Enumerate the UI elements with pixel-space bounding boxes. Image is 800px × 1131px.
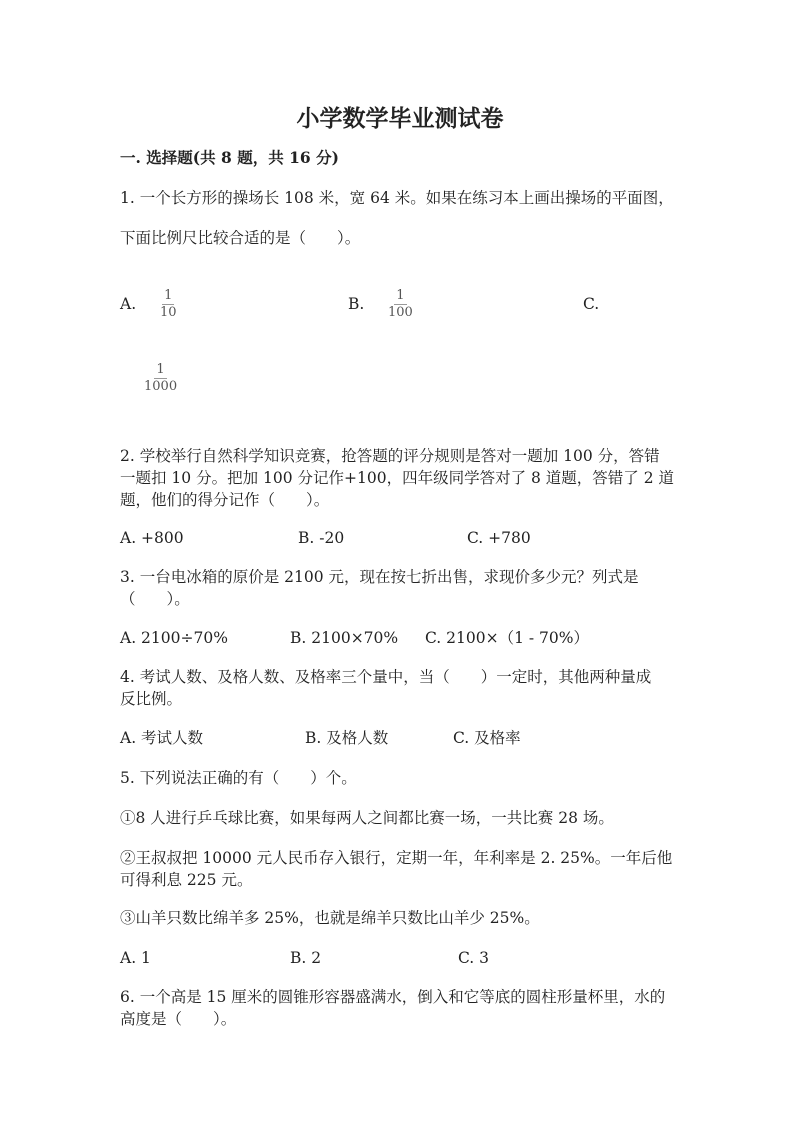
- statement-3: ③山羊只数比绵羊多 25%，也就是绵羊只数比山羊少 25%。: [120, 909, 540, 927]
- page-title: 小学数学毕业测试卷: [296, 105, 504, 132]
- question-text: 2. 学校举行自然科学知识竞赛，抢答题的评分规则是答对一题加 100 分，答错: [120, 447, 660, 465]
- denominator: 100: [388, 305, 413, 320]
- option-b[interactable]: B. 2100×70%: [290, 629, 399, 647]
- option-c[interactable]: C. 3: [458, 949, 490, 967]
- question-text: 题，他们的得分记作（ ）。: [120, 491, 330, 509]
- question-text: 反比例。: [120, 690, 183, 708]
- option-c[interactable]: C. 及格率: [453, 729, 521, 747]
- statement-1: ①8 人进行乒乓球比赛，如果每两人之间都比赛一场，一共比赛 28 场。: [120, 809, 614, 827]
- option-c[interactable]: C. +780: [467, 529, 531, 547]
- question-text: 下面比例尺比较合适的是（ ）。: [120, 229, 361, 247]
- option-b[interactable]: B. -20: [298, 529, 345, 547]
- option-b-label[interactable]: B.: [348, 295, 365, 313]
- option-c-fraction: [144, 362, 177, 394]
- section-heading: 一. 选择题(共 8 题，共 16 分): [120, 148, 339, 167]
- denominator: 1000: [144, 379, 178, 394]
- option-b-fraction: [388, 288, 413, 320]
- statement-2: ②王叔叔把 10000 元人民币存入银行，定期一年，年利率是 2. 25%。一年后他: [120, 849, 673, 867]
- question-text: （ ）。: [120, 590, 190, 608]
- denominator: 10: [160, 305, 177, 320]
- option-a-fraction: [160, 288, 177, 320]
- option-a-label[interactable]: A.: [120, 295, 137, 313]
- option-c-label[interactable]: C.: [583, 295, 600, 313]
- option-c[interactable]: C. 2100×（1 - 70%）: [425, 629, 589, 647]
- numerator: 1: [396, 288, 405, 303]
- question-text: 5. 下列说法正确的有（ ）个。: [120, 769, 357, 787]
- option-a[interactable]: A. +800: [120, 529, 184, 547]
- option-a[interactable]: A. 考试人数: [120, 729, 204, 747]
- question-text: 4. 考试人数、及格人数、及格率三个量中，当（ ）一定时，其他两种量成: [120, 668, 652, 686]
- question-text: 1. 一个长方形的操场长 108 米，宽 64 米。如果在练习本上画出操场的平面图，: [120, 189, 674, 207]
- statement-2-cont: 可得利息 225 元。: [120, 871, 253, 889]
- numerator: 1: [164, 288, 173, 303]
- option-a[interactable]: A. 1: [120, 949, 151, 967]
- option-a[interactable]: A. 2100÷70%: [120, 629, 228, 647]
- question-text: 3. 一台电冰箱的原价是 2100 元，现在按七折出售，求现价多少元？列式是: [120, 568, 639, 586]
- question-text: 高度是（ ）。: [120, 1010, 237, 1028]
- numerator: 1: [156, 362, 165, 377]
- option-b[interactable]: B. 及格人数: [305, 729, 389, 747]
- question-text: 6. 一个高是 15 厘米的圆锥形容器盛满水，倒入和它等底的圆柱形量杯里，水的: [120, 988, 666, 1006]
- question-text: 一题扣 10 分。把加 100 分记作+100，四年级同学答对了 8 道题，答错了 2 道: [120, 469, 675, 487]
- option-b[interactable]: B. 2: [290, 949, 322, 967]
